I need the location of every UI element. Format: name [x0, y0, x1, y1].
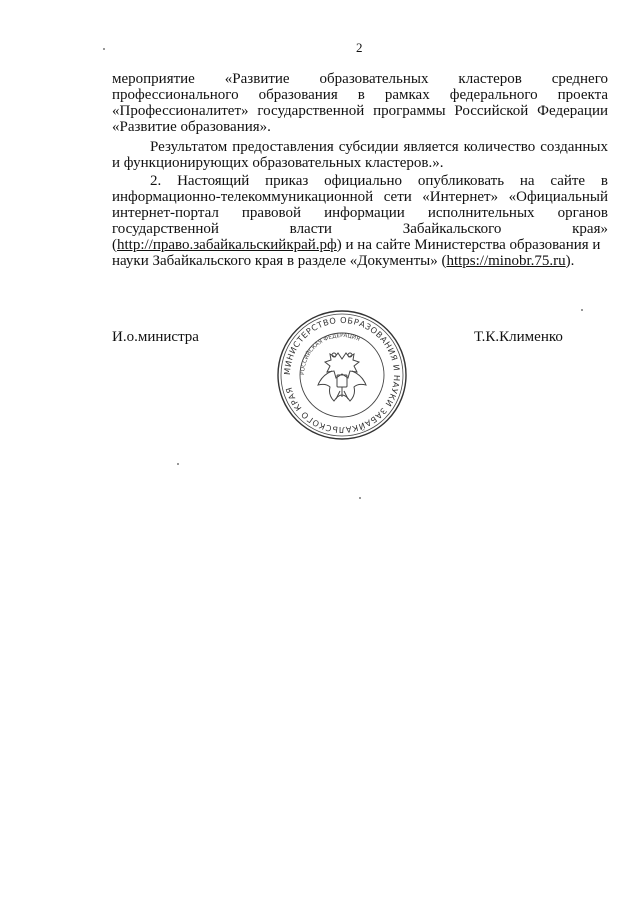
text-fragment: ). — [565, 253, 575, 269]
paragraph-result — [112, 139, 608, 171]
scan-speck — [103, 48, 105, 50]
scan-speck — [581, 309, 583, 311]
paragraph-publication — [112, 173, 608, 269]
text-line: «Профессионалитет» государственной программы Российской Федерации — [112, 103, 608, 119]
text-line: интернет-портал правовой информации исполнительных органов — [112, 205, 608, 221]
text-line: информационно-телекоммуникационной сети «Интернет» «Официальный — [112, 189, 608, 205]
text-line — [112, 253, 608, 269]
official-seal — [274, 307, 410, 443]
eagle-emblem-icon — [318, 353, 366, 401]
text-fragment: науки Забайкальского края в разделе «Документы» ( — [112, 253, 447, 269]
text-line: Результатом предоставления субсидии является количество созданных — [150, 139, 608, 155]
text-line: «Развитие образования». — [112, 119, 271, 135]
signatory-name: Т.К.Клименко — [474, 329, 563, 345]
text-line: и функционирующих образовательных кластеров.». — [112, 155, 444, 171]
seal-inner-text: РОССИЙСКАЯ ФЕДЕРАЦИЯ — [299, 332, 361, 376]
text-line — [112, 237, 608, 253]
pravo-link[interactable]: http://право.забайкальскийкрай.рф — [117, 237, 337, 253]
text-line: 2. Настоящий приказ официально опубликовать на сайте в — [150, 173, 608, 189]
text-line: мероприятие «Развитие образовательных кластеров среднего — [112, 71, 608, 87]
seal-outer-text: МИНИСТЕРСТВО ОБРАЗОВАНИЯ И НАУКИ ЗАБАЙКАЛЬСКОГО КРАЯ — [281, 314, 403, 436]
text-line: профессионального образования в рамках федерального проекта — [112, 87, 608, 103]
scan-speck — [177, 463, 179, 465]
paragraph-continuation — [112, 71, 608, 135]
text-fragment: ) и на сайте Министерства образования и — [336, 237, 601, 253]
minobr-link[interactable]: https://minobr.75.ru — [446, 253, 566, 269]
text-line: государственной власти Забайкальского края» — [112, 221, 608, 237]
scan-speck — [359, 497, 361, 499]
link-paren-open: ( — [112, 237, 117, 253]
page-number: 2 — [356, 40, 363, 55]
signatory-role: И.о.министра — [112, 329, 199, 345]
